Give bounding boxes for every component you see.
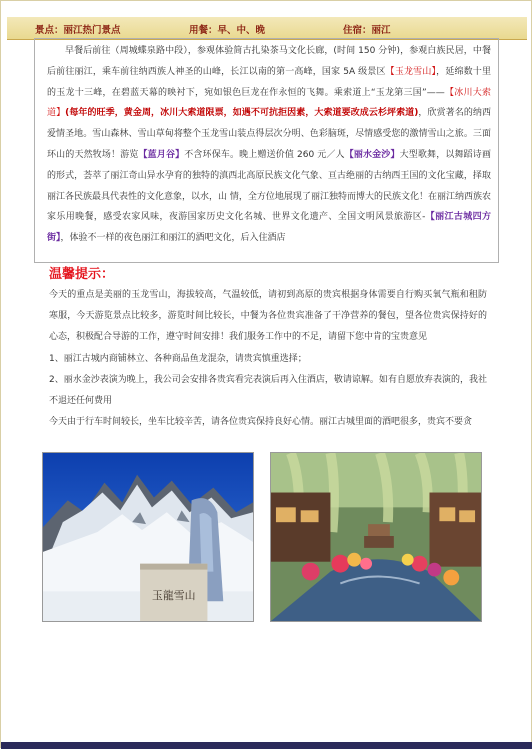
snow-mountain-image xyxy=(43,453,253,621)
tips-line: 2、丽水金沙表演为晚上，我公司会安排各贵宾看完表演后再入住酒店，敬请谅解。如有自愿放弃表演的，我社不退还任何费用 xyxy=(49,374,487,407)
itinerary-part-4: 不含环保车。晚上赠送价值 260 元／人 xyxy=(184,149,345,160)
header-meals: 用餐：早、中、晚 xyxy=(189,25,266,36)
tips-text xyxy=(49,285,487,433)
itinerary-text xyxy=(47,41,491,249)
header-spots: 景点：丽江热门景点 xyxy=(35,25,121,36)
stone-inscription: 玉龍雪山 xyxy=(151,589,196,603)
tips-line: 今天由于行车时间较长，坐车比较辛苦，请各位贵宾保持良好心情。丽江古城里面的酒吧很多，贵宾不要贪 xyxy=(49,417,473,428)
itinerary-part-6: ，体验不一样的夜色丽江和丽江的酒吧文化，后入住酒店 xyxy=(60,233,286,244)
itinerary-part-5: 大型歌舞，以舞蹈诗画的形式，荟萃了丽江奇山异水孕育的独特的滇西北高原民族文化气象、亘古绝丽的古纳西王国的文化宝藏，择取丽江各民族最具代表性的文化意象，以水，山 情，全方位地展现了丽江独特而博大的民族文化！在丽江纳西族农家乐用晚餐，感受农家风味，夜游国家历史文化名城、世界文化遗产、全国文明风景旅游区- xyxy=(47,149,491,223)
highlight-warning: (每年的旺季，黄金周，冰川大索道限票，如遇不可抗拒因素，大索道要改成云杉坪索道) xyxy=(65,108,419,119)
highlight-bingchuan: 【冰川大索道】 xyxy=(47,87,491,119)
snow-mountain-photo xyxy=(42,452,254,622)
highlight-yulong: 【玉龙雪山】 xyxy=(385,66,437,77)
lijiang-town-photo xyxy=(270,452,482,622)
info-header xyxy=(7,17,527,40)
lijiang-canal-image xyxy=(271,453,481,621)
itinerary-part-1: 早餐后前往（周城蝶泉路中段），参观体验简古扎染茶马文化长廊，(时间 150 分钟)，参观白族民居，中餐后前往丽江，乘车前往纳西族人神圣的山峰，长江以南的第一高峰，国家 5A 级景区 xyxy=(47,46,491,77)
tips-line: 今天的重点是美丽的玉龙雪山，海拔较高，气温较低，请初到高原的贵宾根据身体需要自行购买氧气瓶和租防寒服，今天游览景点比较多，游览时间比较长，中餐为各位贵宾准备了干净营养的餐包，望各位贵宾保持好的心态，积极配合导游的工作，遵守时间安排！我们服务工作中的不足，请留下您中肯的宝贵意见 xyxy=(49,290,487,343)
tips-line: 1、丽江古城内商铺林立、各种商品鱼龙混杂，请贵宾慎重选择； xyxy=(49,353,307,364)
highlight-sifang: 【丽江古城四方街】 xyxy=(47,212,491,244)
highlight-lanyue: 【蓝月谷】 xyxy=(138,149,185,160)
tips-title: 温馨提示： xyxy=(49,267,115,282)
itinerary-part-3: ，欣赏著名的纳西爱情圣地。雪山森林、雪山草甸将整个玉龙雪山装点得层次分明、色彩脑斑，尽情感受您的激情雪山之旅。三面环山的天然牧场！游览 xyxy=(47,108,491,160)
itinerary-part-2: ，延绵数十里的玉龙十三峰，在碧蓝天幕的映衬下，宛如银色巨龙在作永恒的飞舞。乘索道上“玉龙第三国”—— xyxy=(47,66,491,98)
highlight-jinsha: 【丽水金沙】 xyxy=(344,149,400,160)
header-stay: 住宿：丽江 xyxy=(343,25,391,36)
